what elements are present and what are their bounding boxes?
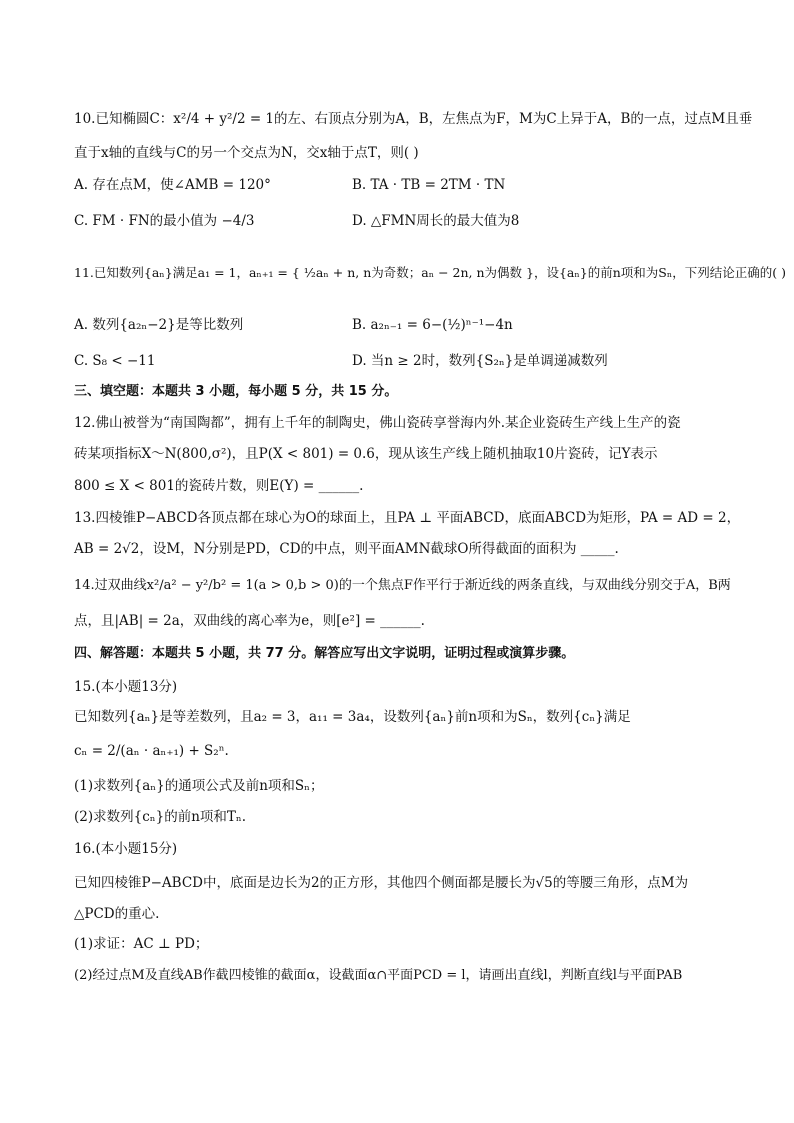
q15-head: 15.(本小题13分) xyxy=(74,679,178,695)
q10-line2: 直于x轴的直线与C的另一个交点为N，交x轴于点T，则( ) xyxy=(74,145,419,161)
q16-head: 16.(本小题15分) xyxy=(74,841,178,857)
q14-line2: 点，且|AB| = 2a，双曲线的离心率为e，则[e²] = ______. xyxy=(74,613,425,629)
q15-part2: (2)求数列{cₙ}的前n项和Tₙ. xyxy=(74,809,247,825)
q16-part2: (2)经过点M及直线AB作截四棱锥的截面α，设截面α∩平面PCD = l，请画出直线l，判断直线l与平面PAB xyxy=(74,968,683,983)
q16-line1: 已知四棱锥P−ABCD中，底面是边长为2的正方形，其他四个侧面都是腰长为√5的等腰三角形，点M为 xyxy=(74,875,689,891)
q11-option-a: A. 数列{a₂ₙ−2}是等比数列 xyxy=(74,317,244,333)
q15-line1: 已知数列{aₙ}是等差数列，且a₂ = 3，a₁₁ = 3a₄，设数列{aₙ}前n项和为Sₙ，数列{cₙ}满足 xyxy=(74,709,631,725)
q11-option-b: B. a₂ₙ₋₁ = 6−(½)ⁿ⁻¹−4n xyxy=(352,317,513,333)
q12-line3: 800 ≤ X < 801的瓷砖片数，则E(Y) = ______. xyxy=(74,478,364,494)
q16-part1: (1)求证：AC ⊥ PD； xyxy=(74,936,209,952)
section-4-heading: 四、解答题：本题共 5 小题，共 77 分。解答应写出文字说明，证明过程或演算步骤。 xyxy=(74,646,575,661)
q10-option-a: A. 存在点M，使∠AMB = 120° xyxy=(74,177,271,193)
q13-line2: AB = 2√2，设M，N分别是PD，CD的中点，则平面AMN截球O所得截面的面积为 _____. xyxy=(74,541,619,557)
q13-line1: 13.四棱锥P−ABCD各顶点都在球心为O的球面上，且PA ⊥ 平面ABCD，底面ABCD为矩形，PA = AD = 2， xyxy=(74,510,741,526)
q12-line2: 砖某项指标X～N(800,σ²)，且P(X < 801) = 0.6，现从该生产线上随机抽取10片瓷砖，记Y表示 xyxy=(74,446,658,462)
q15-part1: (1)求数列{aₙ}的通项公式及前n项和Sₙ； xyxy=(74,778,324,794)
section-3-heading: 三、填空题：本题共 3 小题，每小题 5 分，共 15 分。 xyxy=(74,384,398,399)
q10-line1: 10.已知椭圆C：x²/4 + y²/2 = 1的左、右顶点分别为A，B，左焦点为F，M为C上异于A，B的一点，过点M且垂 xyxy=(74,111,753,127)
q16-line2: △PCD的重心. xyxy=(74,906,160,922)
q10-option-b: B. TA · TB = 2TM · TN xyxy=(352,177,506,193)
q11-line1: 11.已知数列{aₙ}满足a₁ = 1，aₙ₊₁ = { ½aₙ + n, n为奇数；aₙ − 2n, n为偶数 }，设{aₙ}的前n项和为Sₙ，下列结论正确的( ) xyxy=(74,265,786,280)
q10-option-d: D. △FMN周长的最大值为8 xyxy=(352,213,520,229)
q15-line2: cₙ = 2/(aₙ · aₙ₊₁) + S₂ⁿ. xyxy=(74,743,229,759)
q11-option-c: C. S₈ < −11 xyxy=(74,353,156,369)
q10-option-c: C. FM · FN的最小值为 −4/3 xyxy=(74,213,255,229)
q11-option-d: D. 当n ≥ 2时，数列{S₂ₙ}是单调递减数列 xyxy=(352,353,608,369)
q12-line1: 12.佛山被誉为“南国陶都”，拥有上千年的制陶史，佛山瓷砖享誉海内外.某企业瓷砖生产线上生产的瓷 xyxy=(74,415,681,431)
q14-line1: 14.过双曲线x²/a² − y²/b² = 1(a > 0,b > 0)的一个焦点F作平行于渐近线的两条直线，与双曲线分别交于A，B两 xyxy=(74,578,731,593)
